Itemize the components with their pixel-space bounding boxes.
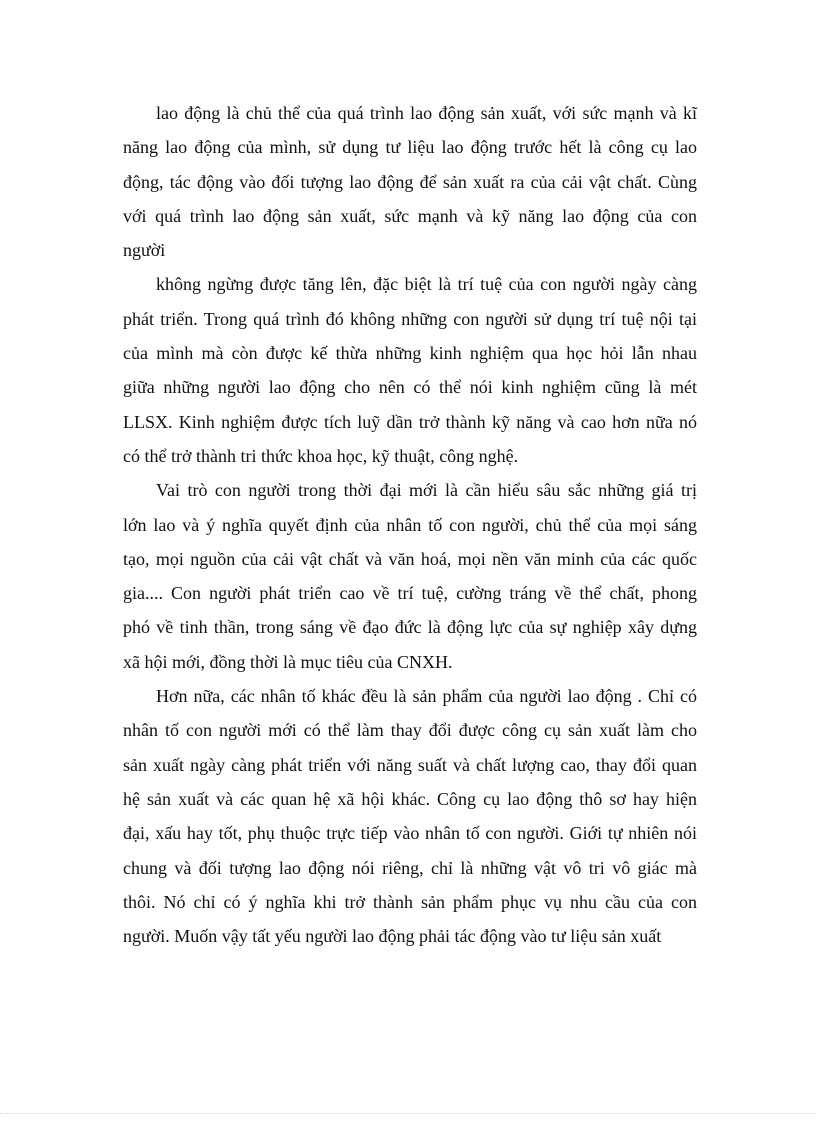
paragraph-line: gia.... Con người phát triển cao về trí tuệ, cường tráng về thể chất, phong bbox=[123, 583, 697, 604]
paragraph-line: phó về tinh thần, trong sáng về đạo đức là động lực của sự nghiệp xây dựng bbox=[123, 617, 697, 638]
paragraph-line: động, tác động vào đối tượng lao động để sản xuất ra của cải vật chất. Cùng bbox=[123, 171, 697, 192]
paragraph-line: chung và đối tượng lao động nói riêng, chỉ là những vật vô tri vô giác mà bbox=[123, 857, 697, 878]
paragraph-line: với quá trình lao động sản xuất, sức mạnh và kỹ năng lao động của con bbox=[123, 205, 697, 226]
paragraph-line: xã hội mới, đồng thời là mục tiêu của CNXH. bbox=[123, 651, 453, 672]
paragraph-line: người. Muốn vậy tất yếu người lao động phải tác động vào tư liệu sản xuất bbox=[123, 926, 662, 947]
paragraph-line: năng lao động của mình, sử dụng tư liệu lao động trước hết là công cụ lao bbox=[123, 137, 697, 158]
paragraph-line: Hơn nữa, các nhân tố khác đều là sản phẩm của người lao động . Chỉ có bbox=[156, 686, 697, 707]
paragraph-1 bbox=[123, 96, 697, 267]
paragraph-line: phát triển. Trong quá trình đó không những con người sử dụng trí tuệ nội tại bbox=[123, 308, 697, 329]
document-body bbox=[123, 96, 697, 953]
paragraph-line: giữa những người lao động cho nên có thể nói kinh nghiệm cũng là mét bbox=[123, 377, 697, 398]
paragraph-line: đại, xấu hay tốt, phụ thuộc trực tiếp vào nhân tố con người. Giới tự nhiên nói bbox=[123, 823, 697, 844]
paragraph-2 bbox=[123, 267, 697, 473]
paragraph-line: người bbox=[123, 240, 166, 261]
paragraph-line: sản xuất ngày càng phát triển với năng suất và chất lượng cao, thay đổi quan bbox=[123, 754, 697, 775]
paragraph-4 bbox=[123, 679, 697, 953]
paragraph-line: lao động là chủ thể của quá trình lao động sản xuất, với sức mạnh và kĩ bbox=[156, 103, 697, 123]
paragraph-line: LLSX. Kinh nghiệm được tích luỹ dần trở thành kỹ năng và cao hơn nữa nó bbox=[123, 411, 697, 432]
page-edge-rule bbox=[0, 1113, 816, 1114]
paragraph-line: tạo, mọi nguồn của cải vật chất và văn hoá, mọi nền văn minh của các quốc bbox=[123, 548, 697, 569]
paragraph-line: thôi. Nó chỉ có ý nghĩa khi trở thành sản phẩm phục vụ nhu cầu của con bbox=[123, 891, 697, 912]
paragraph-line: Vai trò con người trong thời đại mới là cần hiểu sâu sắc những giá trị bbox=[156, 480, 697, 501]
paragraph-line: không ngừng được tăng lên, đặc biệt là trí tuệ của con người ngày càng bbox=[156, 274, 697, 295]
paragraph-line: lớn lao và ý nghĩa quyết định của nhân tố con người, chủ thể của mọi sáng bbox=[123, 514, 697, 535]
paragraph-3 bbox=[123, 473, 697, 679]
paragraph-line: của mình mà còn được kế thừa những kinh nghiệm qua học hỏi lẫn nhau bbox=[123, 343, 697, 364]
paragraph-line: có thể trở thành tri thức khoa học, kỹ thuật, công nghệ. bbox=[123, 445, 519, 466]
paragraph-line: hệ sản xuất và các quan hệ xã hội khác. Công cụ lao động thô sơ hay hiện bbox=[123, 788, 697, 809]
paragraph-line: nhân tố con người mới có thể làm thay đổi được công cụ sản xuất làm cho bbox=[123, 720, 697, 741]
